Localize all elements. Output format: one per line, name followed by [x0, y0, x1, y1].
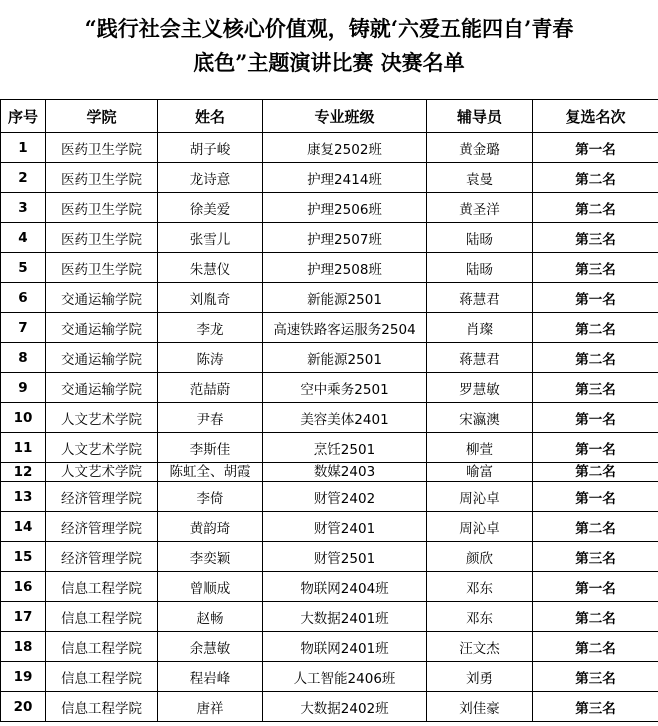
cell-seq: 17	[1, 602, 46, 632]
cell-major: 美容美体2401	[263, 403, 427, 433]
cell-advisor: 刘佳豪	[427, 692, 533, 722]
cell-name: 刘胤奇	[158, 283, 263, 313]
table-row	[1, 193, 658, 223]
cell-rank: 第三名	[533, 223, 658, 253]
cell-advisor: 刘勇	[427, 662, 533, 692]
cell-name: 胡子峻	[158, 133, 263, 163]
cell-seq: 12	[1, 463, 46, 482]
cell-rank: 第二名	[533, 163, 658, 193]
cell-school: 信息工程学院	[46, 602, 158, 632]
cell-rank: 第三名	[533, 662, 658, 692]
table-header	[1, 100, 658, 133]
cell-rank: 第三名	[533, 253, 658, 283]
cell-rank: 第二名	[533, 463, 658, 482]
cell-seq: 6	[1, 283, 46, 313]
cell-school: 交通运输学院	[46, 283, 158, 313]
cell-major: 护理2414班	[263, 163, 427, 193]
cell-advisor: 柳萱	[427, 433, 533, 463]
cell-major: 大数据2401班	[263, 602, 427, 632]
cell-rank: 第一名	[533, 403, 658, 433]
cell-rank: 第三名	[533, 542, 658, 572]
cell-school: 人文艺术学院	[46, 403, 158, 433]
cell-advisor: 黄金璐	[427, 133, 533, 163]
cell-advisor: 喻富	[427, 463, 533, 482]
cell-major: 人工智能2406班	[263, 662, 427, 692]
cell-school: 交通运输学院	[46, 313, 158, 343]
cell-seq: 5	[1, 253, 46, 283]
cell-name: 李斯佳	[158, 433, 263, 463]
cell-advisor: 陆旸	[427, 253, 533, 283]
cell-major: 财管2402	[263, 482, 427, 512]
cell-school: 医药卫生学院	[46, 193, 158, 223]
header-school: 学院	[46, 100, 158, 133]
cell-school: 信息工程学院	[46, 632, 158, 662]
table-row	[1, 512, 658, 542]
cell-advisor: 邓东	[427, 572, 533, 602]
cell-major: 财管2401	[263, 512, 427, 542]
cell-seq: 11	[1, 433, 46, 463]
cell-major: 大数据2402班	[263, 692, 427, 722]
cell-major: 数媒2403	[263, 463, 427, 482]
table-row	[1, 602, 658, 632]
cell-rank: 第一名	[533, 133, 658, 163]
cell-school: 信息工程学院	[46, 662, 158, 692]
cell-rank: 第二名	[533, 602, 658, 632]
cell-advisor: 颜欣	[427, 542, 533, 572]
cell-name: 黄韵琦	[158, 512, 263, 542]
cell-name: 余慧敏	[158, 632, 263, 662]
header-row	[1, 100, 658, 133]
cell-rank: 第三名	[533, 692, 658, 722]
cell-school: 医药卫生学院	[46, 223, 158, 253]
cell-major: 财管2501	[263, 542, 427, 572]
cell-advisor: 周沁卓	[427, 512, 533, 542]
cell-seq: 20	[1, 692, 46, 722]
cell-school: 医药卫生学院	[46, 253, 158, 283]
cell-rank: 第二名	[533, 632, 658, 662]
cell-seq: 14	[1, 512, 46, 542]
cell-name: 张雪儿	[158, 223, 263, 253]
cell-major: 物联网2401班	[263, 632, 427, 662]
cell-advisor: 罗慧敏	[427, 373, 533, 403]
cell-name: 曾顺成	[158, 572, 263, 602]
cell-seq: 9	[1, 373, 46, 403]
header-seq: 序号	[1, 100, 46, 133]
header-advisor: 辅导员	[427, 100, 533, 133]
table-row	[1, 283, 658, 313]
cell-seq: 1	[1, 133, 46, 163]
document-title	[0, 12, 658, 80]
cell-seq: 8	[1, 343, 46, 373]
cell-seq: 2	[1, 163, 46, 193]
cell-major: 新能源2501	[263, 283, 427, 313]
cell-rank: 第二名	[533, 193, 658, 223]
table-row	[1, 403, 658, 433]
cell-seq: 16	[1, 572, 46, 602]
cell-rank: 第一名	[533, 572, 658, 602]
cell-advisor: 黄圣洋	[427, 193, 533, 223]
cell-advisor: 袁曼	[427, 163, 533, 193]
cell-seq: 3	[1, 193, 46, 223]
cell-name: 陈虹全、胡霞	[158, 463, 263, 482]
cell-name: 朱慧仪	[158, 253, 263, 283]
cell-advisor: 宋瀛澳	[427, 403, 533, 433]
title-line-1: “践行社会主义核心价值观，铸就‘六爱五能四自’青春	[84, 16, 574, 41]
cell-major: 烹饪2501	[263, 433, 427, 463]
table-row	[1, 433, 658, 463]
table-row	[1, 662, 658, 692]
cell-seq: 10	[1, 403, 46, 433]
cell-rank: 第三名	[533, 373, 658, 403]
cell-major: 康复2502班	[263, 133, 427, 163]
cell-rank: 第一名	[533, 482, 658, 512]
header-major: 专业班级	[263, 100, 427, 133]
cell-name: 范喆蔚	[158, 373, 263, 403]
cell-name: 程岩峰	[158, 662, 263, 692]
cell-seq: 19	[1, 662, 46, 692]
cell-rank: 第二名	[533, 313, 658, 343]
cell-name: 龙诗意	[158, 163, 263, 193]
table-row	[1, 163, 658, 193]
cell-school: 信息工程学院	[46, 692, 158, 722]
cell-school: 医药卫生学院	[46, 133, 158, 163]
header-name: 姓名	[158, 100, 263, 133]
cell-advisor: 汪文杰	[427, 632, 533, 662]
cell-school: 经济管理学院	[46, 512, 158, 542]
cell-school: 交通运输学院	[46, 343, 158, 373]
cell-advisor: 蒋慧君	[427, 343, 533, 373]
cell-name: 李奕颖	[158, 542, 263, 572]
cell-advisor: 陆旸	[427, 223, 533, 253]
table-row	[1, 463, 658, 482]
cell-name: 唐祥	[158, 692, 263, 722]
cell-seq: 7	[1, 313, 46, 343]
cell-advisor: 肖璨	[427, 313, 533, 343]
cell-seq: 18	[1, 632, 46, 662]
cell-major: 护理2508班	[263, 253, 427, 283]
table-row	[1, 692, 658, 722]
table-row	[1, 542, 658, 572]
table-row	[1, 572, 658, 602]
cell-rank: 第二名	[533, 512, 658, 542]
cell-major: 高速铁路客运服务2504	[263, 313, 427, 343]
cell-major: 护理2507班	[263, 223, 427, 253]
cell-major: 新能源2501	[263, 343, 427, 373]
table-row	[1, 632, 658, 662]
header-rank: 复选名次	[533, 100, 658, 133]
cell-major: 空中乘务2501	[263, 373, 427, 403]
cell-school: 经济管理学院	[46, 542, 158, 572]
cell-school: 交通运输学院	[46, 373, 158, 403]
table-row	[1, 482, 658, 512]
table-row	[1, 133, 658, 163]
cell-name: 徐美爱	[158, 193, 263, 223]
finalist-table	[0, 99, 658, 722]
table-row	[1, 343, 658, 373]
table-row	[1, 373, 658, 403]
cell-seq: 4	[1, 223, 46, 253]
cell-major: 护理2506班	[263, 193, 427, 223]
cell-school: 信息工程学院	[46, 572, 158, 602]
title-line-2: 底色”主题演讲比赛 决赛名单	[193, 50, 465, 75]
cell-seq: 13	[1, 482, 46, 512]
cell-major: 物联网2404班	[263, 572, 427, 602]
cell-advisor: 邓东	[427, 602, 533, 632]
cell-rank: 第一名	[533, 433, 658, 463]
cell-school: 经济管理学院	[46, 482, 158, 512]
cell-name: 李龙	[158, 313, 263, 343]
cell-advisor: 蒋慧君	[427, 283, 533, 313]
cell-name: 陈涛	[158, 343, 263, 373]
cell-rank: 第一名	[533, 283, 658, 313]
cell-advisor: 周沁卓	[427, 482, 533, 512]
table-row	[1, 253, 658, 283]
table-row	[1, 313, 658, 343]
table-row	[1, 223, 658, 253]
cell-school: 医药卫生学院	[46, 163, 158, 193]
cell-rank: 第二名	[533, 343, 658, 373]
cell-school: 人文艺术学院	[46, 433, 158, 463]
cell-name: 李倚	[158, 482, 263, 512]
table-body	[1, 133, 658, 722]
cell-name: 尹春	[158, 403, 263, 433]
cell-seq: 15	[1, 542, 46, 572]
cell-name: 赵畅	[158, 602, 263, 632]
cell-school: 人文艺术学院	[46, 463, 158, 482]
